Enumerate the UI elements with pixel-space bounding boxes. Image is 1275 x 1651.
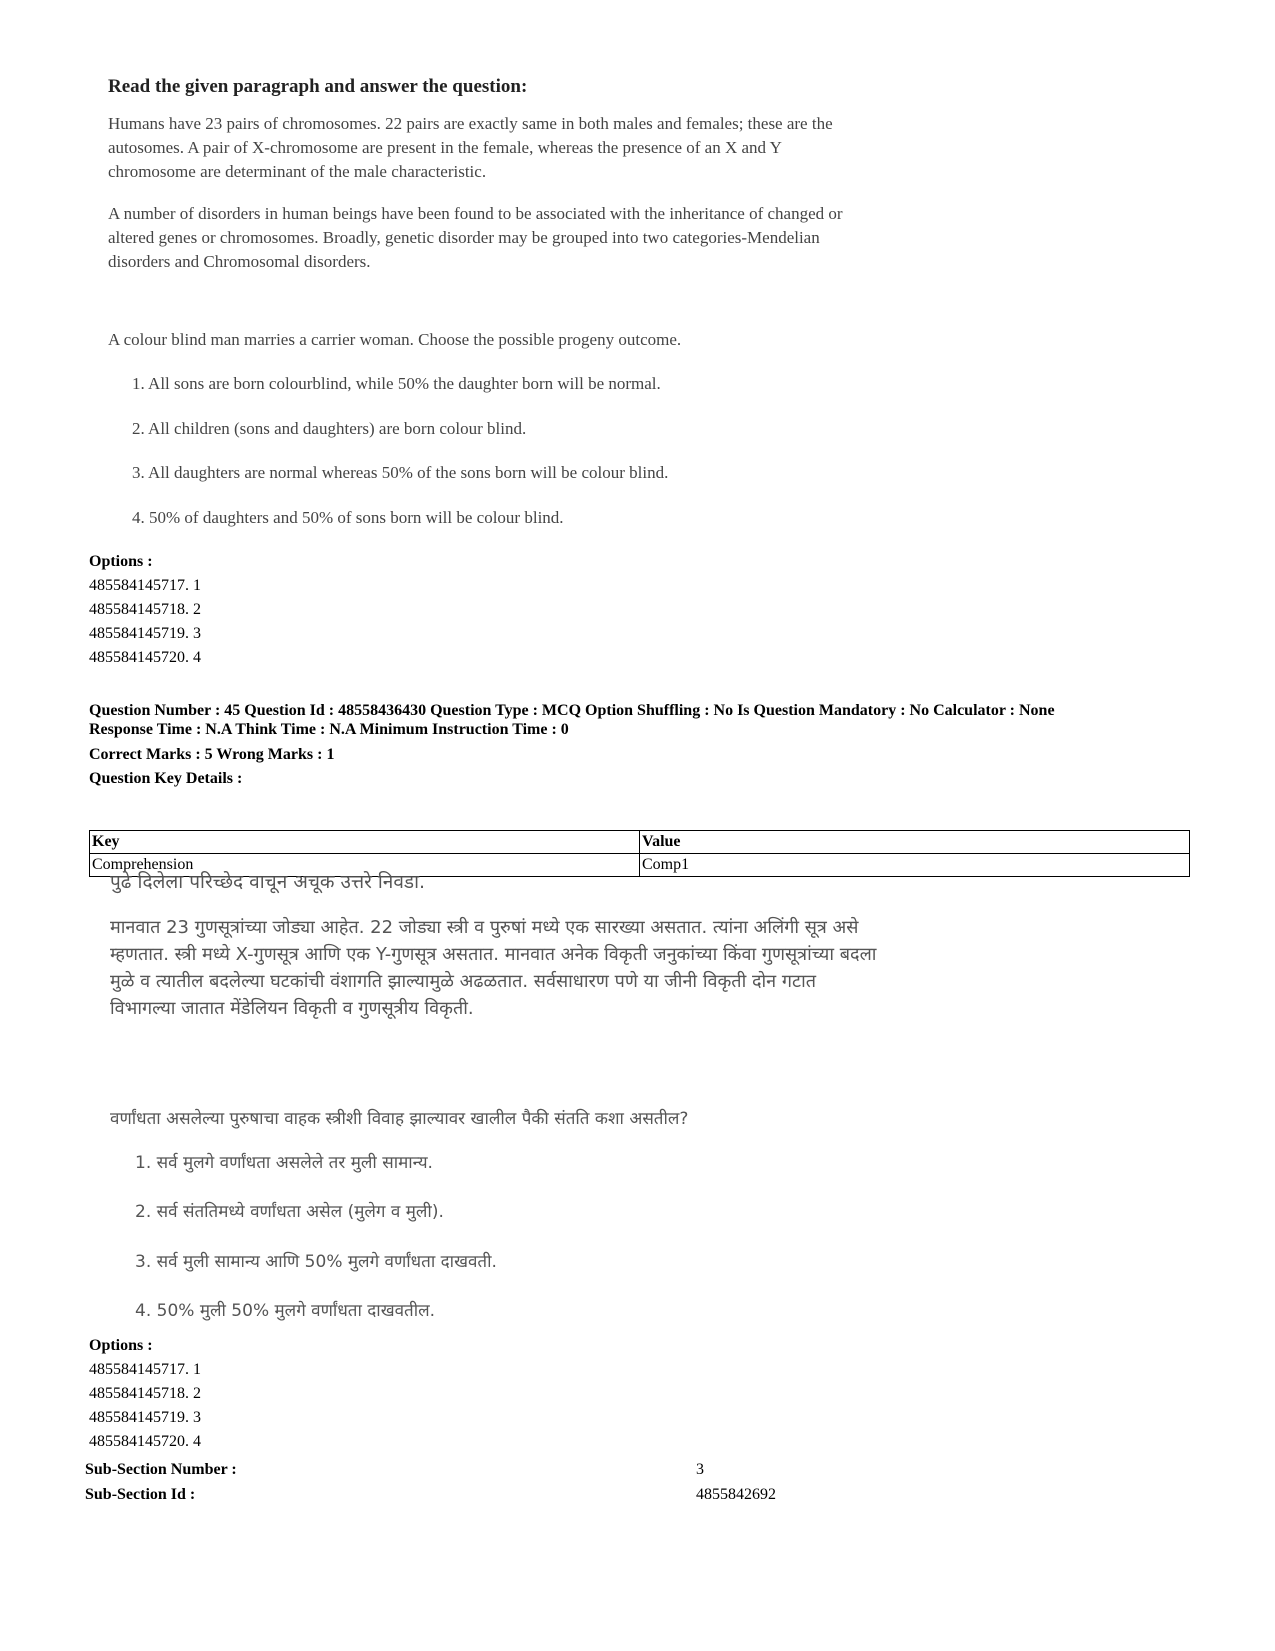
question-meta-line-1: Question Number : 45 Question Id : 48558436430 Question Type : MCQ Option Shuffling : No Is Question Mandatory : No Calculator : None — [89, 702, 1055, 719]
passage-title: Read the given paragraph and answer the question: — [108, 76, 528, 97]
question-meta-line-2: Response Time : N.A Think Time : N.A Minimum Instruction Time : 0 — [89, 721, 569, 738]
question-option: 2. सर्व संततिमध्ये वर्णांधता असेल (मुलेग व मुली). — [135, 1202, 444, 1222]
question-option: 3. All daughters are normal whereas 50% of the sons born will be colour blind. — [132, 463, 669, 482]
passage-paragraph-1 — [108, 112, 1008, 184]
option-id: 485584145719. 3 — [89, 1409, 201, 1426]
question-option: 4. 50% of daughters and 50% of sons born will be colour blind. — [132, 508, 564, 527]
options-label: Options : — [89, 553, 153, 570]
passage-line: विभागल्या जातात मेंडेलियन विकृती व गुणसूत्रीय विकृती. — [110, 998, 474, 1019]
question-option: 2. All children (sons and daughters) are born colour blind. — [132, 419, 527, 438]
passage-line: Humans have 23 pairs of chromosomes. 22 pairs are exactly same in both males and females; these are the — [108, 114, 833, 133]
option-id: 485584145720. 4 — [89, 649, 201, 666]
passage-line: chromosome are determinant of the male characteristic. — [108, 162, 487, 181]
key-details-label: Question Key Details : — [89, 770, 243, 787]
marks-line: Correct Marks : 5 Wrong Marks : 1 — [89, 746, 335, 763]
english-passage-image — [108, 76, 1008, 274]
question-text: A colour blind man marries a carrier woman. Choose the possible progeny outcome. — [108, 330, 682, 349]
option-id: 485584145717. 1 — [89, 577, 201, 594]
passage-line: disorders and Chromosomal disorders. — [108, 252, 371, 271]
table-header-row — [90, 831, 1190, 854]
question-option: 1. सर्व मुलगे वर्णांधता असलेले तर मुली सामान्य. — [135, 1153, 433, 1173]
passage-line: मुळे व त्यातील बदलेल्या घटकांची वंशागति झाल्यामुळे अढळतात. सर्वसाधारण पणे या जीनी विकृती दोन गटात — [110, 971, 817, 992]
table-header-cell: Value — [640, 831, 1190, 854]
passage-line: म्हणतात. स्त्री मध्ये X-गुणसूत्र आणि एक Y-गुणसूत्र असतात. मानवात अनेक विकृती जनुकांच्या किंवा गुणसूत्रांच्या बदला — [110, 944, 877, 965]
marathi-passage-image — [110, 868, 1040, 1022]
table-cell: Comp1 — [640, 854, 1190, 877]
passage-title: पुढे दिलेला परिच्छेद वाचून अचूक उत्तरे निवडा. — [110, 871, 426, 893]
option-id: 485584145719. 3 — [89, 625, 201, 642]
table-header-cell: Key — [90, 831, 640, 854]
passage-line: altered genes or chromosomes. Broadly, genetic disorder may be grouped into two categories-Mendelian — [108, 228, 820, 247]
passage-line: मानवात 23 गुणसूत्रांच्या जोड्या आहेत. 22 जोड्या स्त्री व पुरुषां मध्ये एक सारख्या असतात. त्यांना अलिंगी सूत्र असे — [110, 917, 859, 938]
option-id: 485584145720. 4 — [89, 1433, 201, 1450]
passage-line: A number of disorders in human beings have been found to be associated with the inheritance of changed or — [108, 204, 843, 223]
passage-paragraph-2 — [108, 202, 1008, 274]
table-cell: Comprehension — [90, 854, 640, 877]
sub-section-number-label: Sub-Section Number : — [85, 1461, 237, 1478]
option-id: 485584145718. 2 — [89, 1385, 201, 1402]
option-id: 485584145717. 1 — [89, 1361, 201, 1378]
question-option: 4. 50% मुली 50% मुलगे वर्णांधता दाखवतील. — [135, 1301, 436, 1321]
option-id: 485584145718. 2 — [89, 601, 201, 618]
options-label: Options : — [89, 1337, 153, 1354]
question-text: वर्णांधता असलेल्या पुरुषाचा वाहक स्त्रीशी विवाह झाल्यावर खालील पैकी संतति कशा असतील? — [110, 1109, 689, 1129]
question-option: 3. सर्व मुली सामान्य आणि 50% मुलगे वर्णांधता दाखवती. — [135, 1252, 497, 1272]
passage-paragraph — [110, 914, 1040, 1022]
sub-section-number-value: 3 — [696, 1461, 704, 1478]
sub-section-id-label: Sub-Section Id : — [85, 1486, 196, 1503]
passage-line: autosomes. A pair of X-chromosome are present in the female, whereas the presence of an X and Y — [108, 138, 782, 157]
sub-section-id-value: 4855842692 — [696, 1486, 776, 1503]
question-option: 1. All sons are born colourblind, while 50% the daughter born will be normal. — [132, 374, 661, 393]
